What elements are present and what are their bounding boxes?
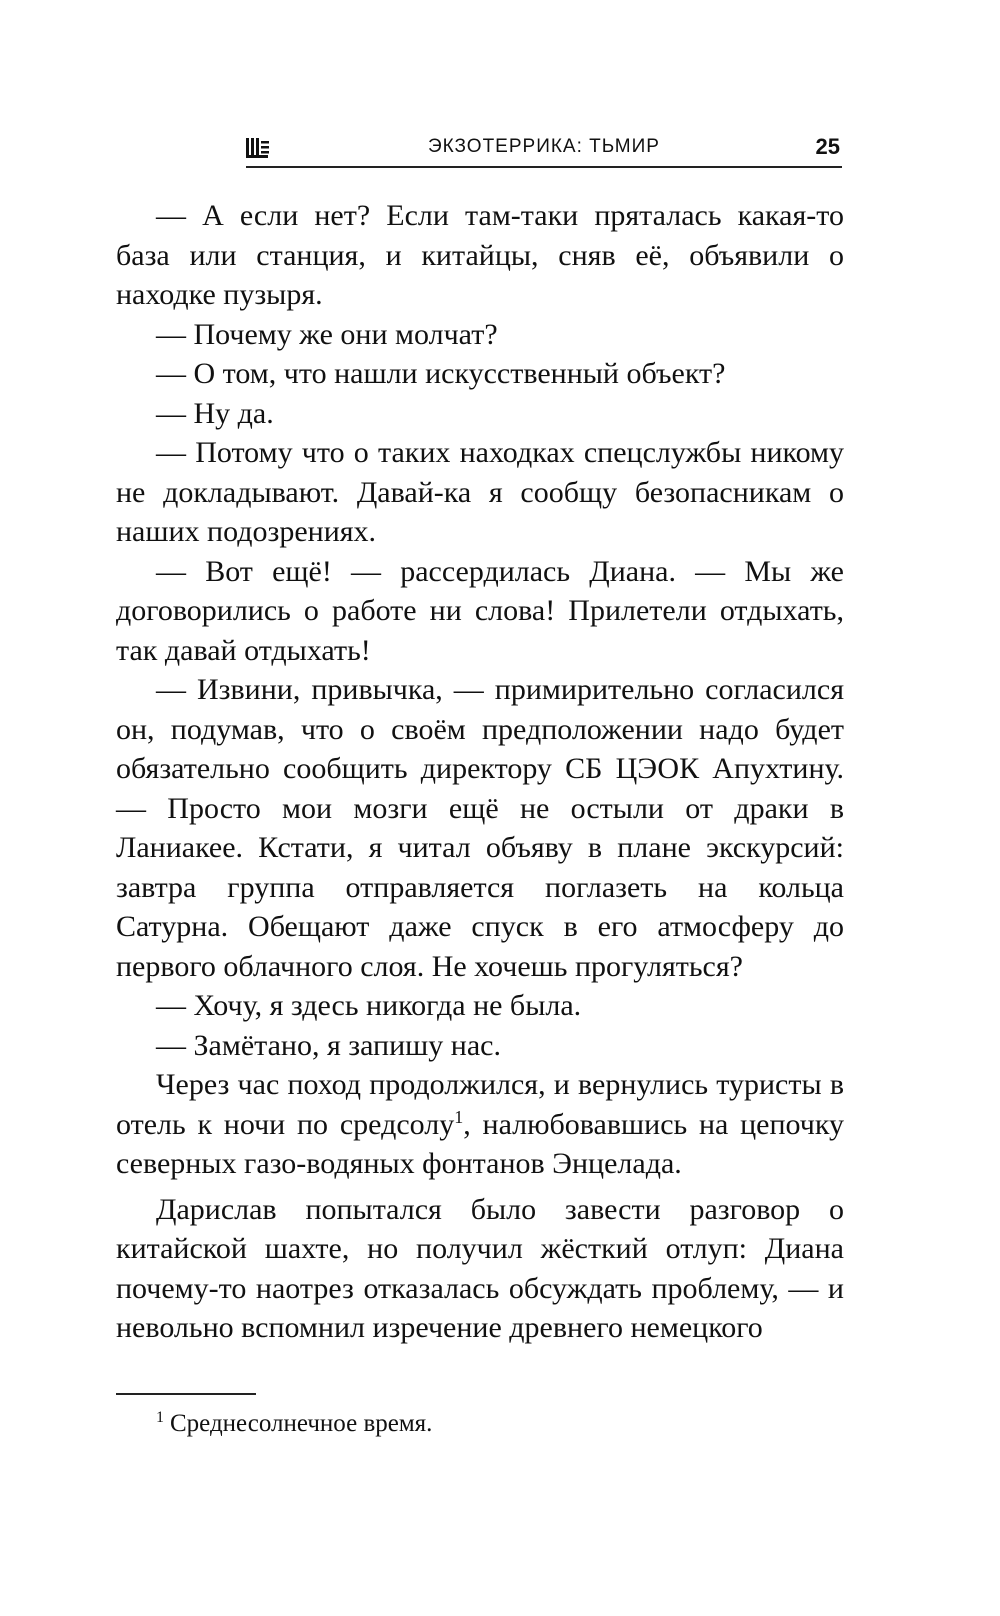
page-number: 25 <box>815 134 840 159</box>
paragraph: — О том, что нашли искусственный объект? <box>156 357 726 390</box>
paragraph-with-footnote <box>116 1065 844 1184</box>
paragraph: Дарислав попытался было завести разговор о китайской шахте, но получил жёсткий отлуп: Диана почему-то наотрез отказалась обсуждать проблему, — и невольно вспомнил изречение древнего немецкого <box>116 1192 844 1344</box>
footnote-divider <box>116 1393 256 1395</box>
paragraph: — Извини, привычка, — примирительно согласился он, подумав, что о своём предположении надо будет обязательно сообщить директору СБ ЦЭОК Апухтину. — Просто мои мозги ещё не остыли от драки в Ланиакее. Кстати, я читал объяву в плане экскурсий: завтра группа отправляется поглазеть на кольца Сатурна. Обещают даже спуск в его атмосферу до первого облачного слоя. Не хочешь прогуляться? <box>116 673 844 983</box>
footnote-reference[interactable]: 1 <box>454 1106 464 1127</box>
body-text <box>116 196 844 1348</box>
footnote-text: Среднесолнечное время. <box>170 1410 433 1437</box>
paragraph: — Потому что о таких находках спецслужбы никому не докладывают. Давай-ка я сообщу безопасникам о наших подозрениях. <box>116 436 844 548</box>
book-title: ЭКЗОТЕРРИКА: ТЬМИР <box>428 136 660 157</box>
paragraph: — Замётано, я запишу нас. <box>156 1028 501 1062</box>
paragraph: — Вот ещё! — рассердилась Диана. — Мы же договорились о работе ни слова! Прилетели отдыхать, так давай отдыхать! <box>116 554 844 667</box>
paragraph: — Хочу, я здесь никогда не была. <box>156 989 582 1022</box>
paragraph: — А если нет? Если там-таки пряталась какая-то база или станция, и китайцы, сняв её, объявили о находке пузыря. <box>116 199 844 311</box>
footnote <box>156 1408 844 1440</box>
paragraph-text: , налюбовавшись на цепочку северных газо-водяных фонтанов Энцелада. <box>116 1107 844 1180</box>
paragraph-text: Через час поход продолжился, и вернулись туристы в отель к ночи по средсолу <box>116 1068 844 1141</box>
paragraph: — Почему же они молчат? <box>156 317 498 351</box>
footnote-number: 1 <box>156 1408 164 1426</box>
paragraph: — Ну да. <box>156 396 274 430</box>
running-header <box>246 130 842 168</box>
